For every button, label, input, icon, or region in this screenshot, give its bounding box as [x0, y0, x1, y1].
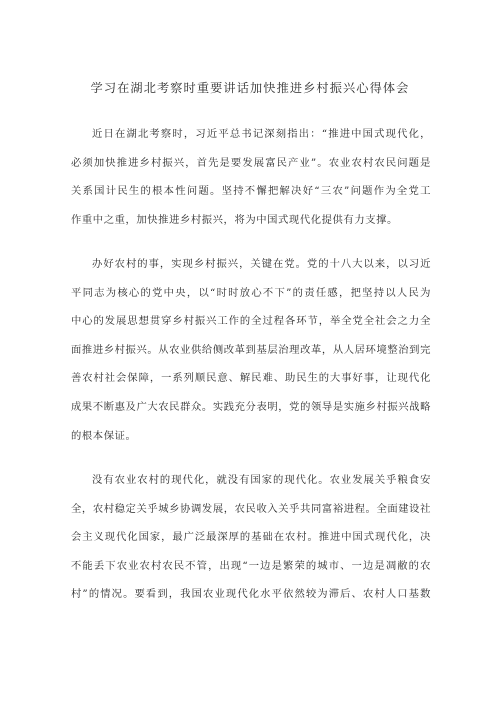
paragraph-line: 不能丢下农业农村农民不管，出现“一边是繁荣的城市、一边是凋敝的农 — [71, 559, 431, 572]
paragraph-line: 中心的发展思想贯穿乡村振兴工作的全过程各环节，举全党全社会之力全 — [71, 315, 431, 328]
paragraph-line: 关系国计民生的根本性问题。坚持不懈把解决好“三农”问题作为全党工 — [71, 185, 431, 198]
paragraph-line: 平同志为核心的党中央，以“时时放心不下”的责任感，把坚持以人民为 — [71, 286, 431, 299]
paragraph-line: 办好农村的事，实现乡村振兴，关键在党。党的十八大以来，以习近 — [92, 258, 431, 270]
paragraph-line: 必须加快推进乡村振兴，首先是要发展富民产业”。农业农村农民问题是 — [71, 156, 431, 169]
paragraph-1 — [71, 120, 431, 234]
paragraph-line: 的根本保证。 — [71, 429, 137, 442]
document-title: 学习在湖北考察时重要讲话加快推进乡村振兴心得体会 — [90, 81, 410, 95]
paragraph-line: 面推进乡村振兴。从农业供给侧改革到基层治理改革，从人居环境整治到完 — [71, 343, 431, 356]
paragraph-line: 村”的情况。要看到，我国农业现代化水平依然较为滞后、农村人口基数 — [71, 588, 431, 601]
paragraph-line: 作重中之重，加快推进乡村振兴，将为中国式现代化提供有力支撑。 — [71, 213, 398, 226]
paragraph-line: 善农村社会保障，一系列顺民意、解民难、助民生的大事好事，让现代化 — [71, 372, 431, 385]
paragraph-line: 会主义现代化国家，最广泛最深厚的基础在农村。推进中国式现代化，决 — [71, 531, 431, 544]
paragraph-line: 近日在湖北考察时，习近平总书记深刻指出：“推进中国式现代化， — [92, 128, 431, 140]
paragraph-line: 全，农村稳定关乎城乡协调发展，农民收入关乎共同富裕进程。全面建设社 — [71, 502, 431, 515]
paragraph-3 — [71, 466, 431, 609]
paragraph-line: 成果不断惠及广大农民群众。实践充分表明，党的领导是实施乡村振兴战略 — [71, 400, 431, 413]
paragraph-line: 没有农业农村的现代化，就没有国家的现代化。农业发展关乎粮食安 — [92, 474, 431, 486]
paragraph-2 — [71, 250, 431, 450]
